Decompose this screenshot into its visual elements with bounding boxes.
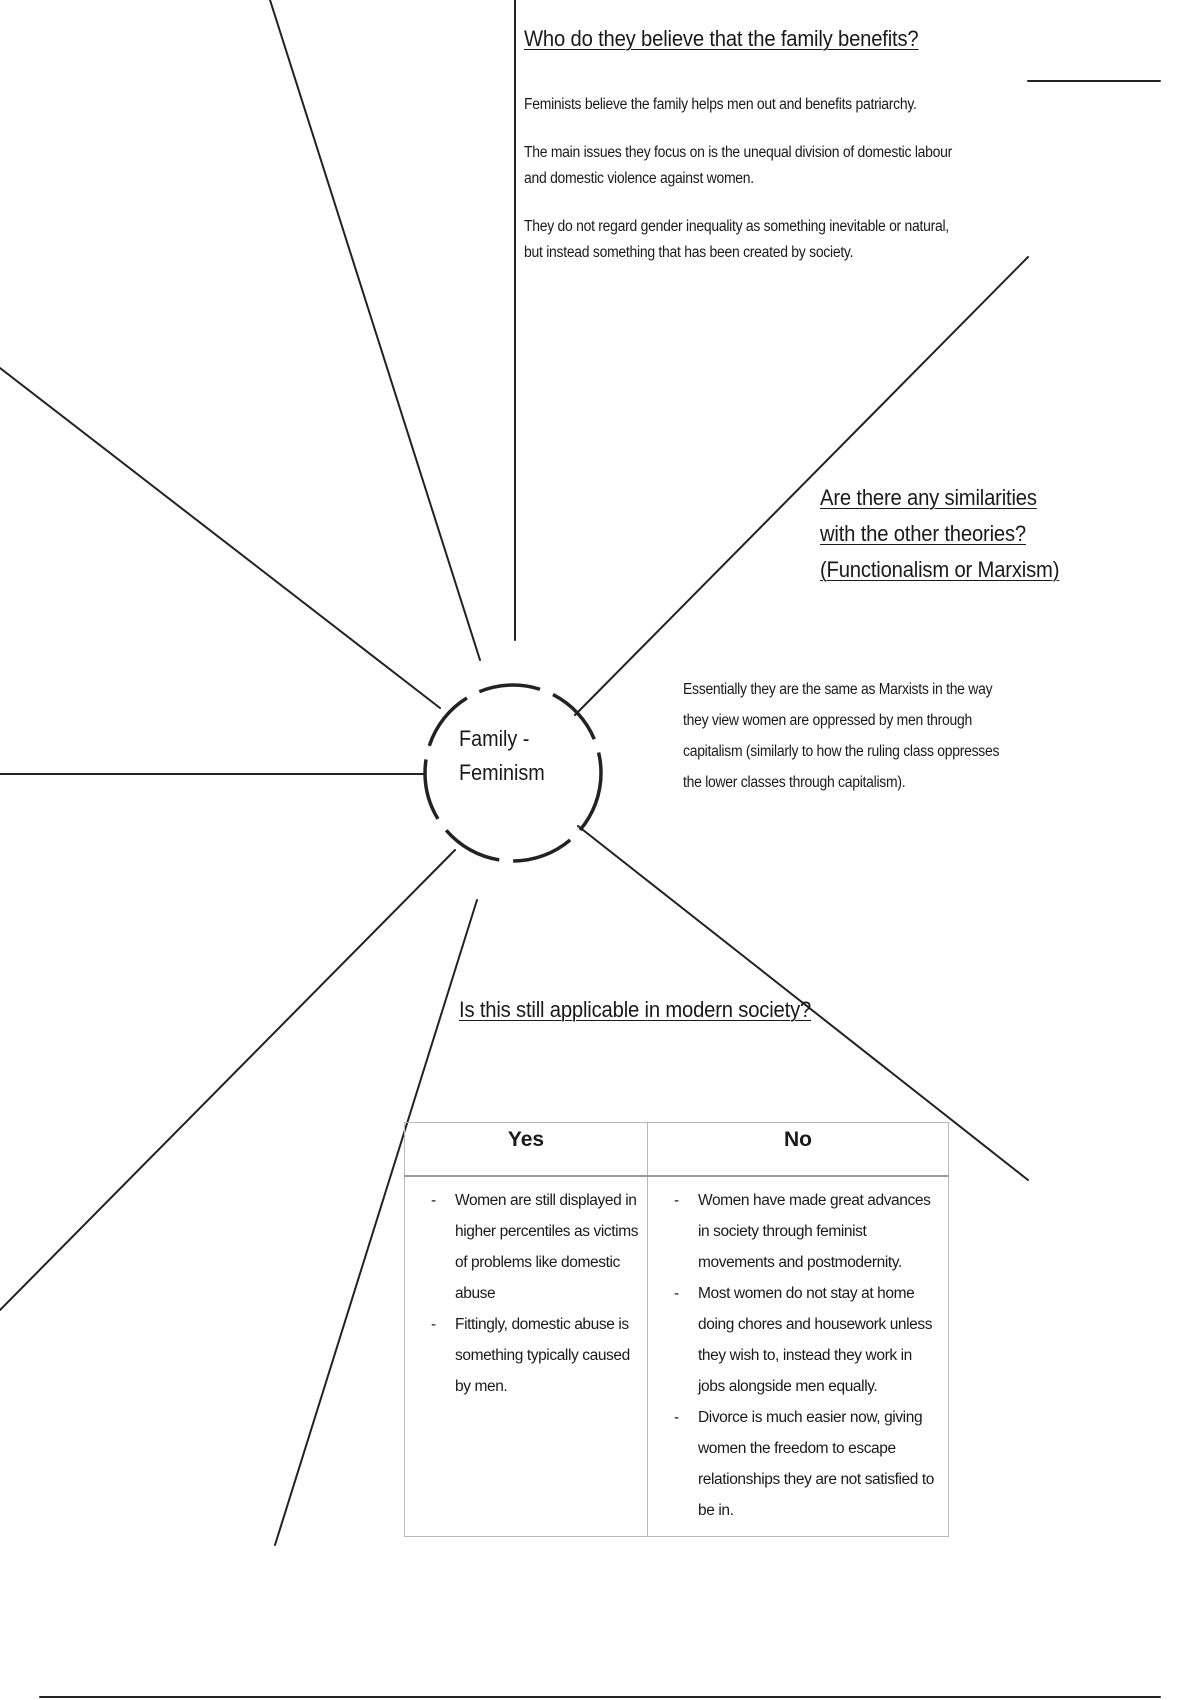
center-topic: [459, 722, 545, 790]
spoke-top-left: [270, 0, 480, 660]
center-topic-line-2: Feminism: [459, 760, 545, 785]
q1-paragraph: They do not regard gender inequality as something inevitable or natural, but instead something that has been created by society.: [524, 218, 949, 261]
list-item: - Women have made great advances in society through feminist movements and postmodernity.: [662, 1185, 940, 1278]
list-item: - Divorce is much easier now, giving women the freedom to escape relationships they are not satisfied to be in.: [662, 1402, 940, 1526]
list-item: - Women are still displayed in higher percentiles as victims of problems like domestic abuse: [419, 1185, 639, 1309]
no-cell: [648, 1176, 949, 1537]
yes-header: Yes: [405, 1123, 648, 1177]
q3-heading: Is this still applicable in modern society?: [459, 997, 812, 1022]
q1-heading: Who do they believe that the family benefits?: [524, 26, 919, 51]
no-header: No: [648, 1123, 949, 1177]
no-list: [662, 1185, 940, 1526]
q2-heading-line: (Functionalism or Marxism): [820, 557, 1060, 582]
q2-answer: Essentially they are the same as Marxists in the way they view women are oppressed by men through capitalism (similarly to how the ruling class oppresses the lower classes through capitalism).: [683, 681, 1000, 791]
table-row: [405, 1176, 949, 1537]
q1-answer: [524, 92, 1010, 288]
table-header-row: [405, 1123, 949, 1177]
yes-list: [419, 1185, 639, 1402]
yes-no-table: [404, 1122, 949, 1537]
q1-paragraph: The main issues they focus on is the unequal division of domestic labour and domestic violence against women.: [524, 144, 952, 187]
spoke-lower-left: [0, 850, 455, 1310]
q1-paragraph: Feminists believe the family helps men out and benefits patriarchy.: [524, 96, 917, 113]
yes-cell: [405, 1176, 648, 1537]
center-topic-line-1: Family -: [459, 726, 530, 751]
spoke-left-upper: [0, 368, 440, 708]
list-item: - Fittingly, domestic abuse is something typically caused by men.: [419, 1309, 639, 1402]
q2-heading-line: Are there any similarities: [820, 485, 1037, 510]
q2-heading: [820, 480, 1059, 588]
list-item: - Most women do not stay at home doing chores and housework unless they wish to, instead they work in jobs alongside men equally.: [662, 1278, 940, 1402]
q2-heading-line: with the other theories?: [820, 521, 1026, 546]
